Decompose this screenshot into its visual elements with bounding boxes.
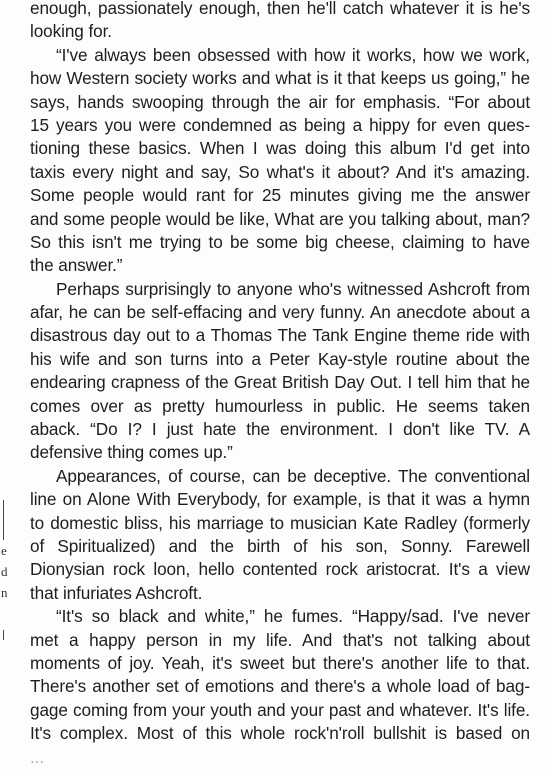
article-line: and some people would be like, What are you talking about, man? xyxy=(30,208,530,229)
gutter-rule xyxy=(3,500,4,540)
article-line: to domestic bliss, his marriage to musician Kate Radley (formerly xyxy=(30,512,530,533)
article-line: Some people would rant for 25 minutes giving me the answer xyxy=(30,185,530,206)
article-line: line on Alone With Everybody, for example, is that it was a hymn xyxy=(30,489,530,510)
article-line: of Spiritualized) and the birth of his son, Sonny. Farewell xyxy=(30,535,530,556)
article-line: defensive thing comes up.” xyxy=(30,442,233,463)
gutter-rule xyxy=(3,630,4,640)
article-line: So this isn't me trying to be some big cheese, claiming to have xyxy=(30,231,530,252)
gutter-letter: d xyxy=(1,564,8,579)
article-line: how Western society works and what is it that keeps us going,” he xyxy=(30,68,530,89)
article-line: taxis every night and say, So what's it about? And it's amazing. xyxy=(30,161,530,182)
article-line: “It's so black and white,” he fumes. “Happy/sad. I've never xyxy=(56,606,530,627)
gutter-letter: n xyxy=(1,585,8,600)
article-line: It's complex. Most of this whole rock'n'roll bullshit is based on xyxy=(30,723,530,744)
article-body-column xyxy=(30,0,530,769)
article-line: aback. “Do I? I just hate the environment. I don't like TV. A xyxy=(30,419,530,440)
article-line: endearing crapness of the Great British Day Out. I tell him that he xyxy=(30,372,530,393)
article-line: gage coming from your youth and your past and whatever. It's life. xyxy=(30,699,530,720)
article-line: tioning these basics. When I was doing this album I'd get into xyxy=(30,138,530,159)
article-line: afar, he can be self-effacing and very funny. An anecdote about a xyxy=(30,302,530,323)
article-line: the answer.” xyxy=(30,255,123,276)
article-line: There's another set of emotions and there's a whole load of bag- xyxy=(30,676,530,697)
article-line: disastrous day out to a Thomas The Tank Engine theme ride with xyxy=(30,325,530,346)
article-line-cut-off: ... xyxy=(30,746,45,767)
article-line: enough, passionately enough, then he'll catch whatever it is he's xyxy=(30,0,530,18)
article-line: says, hands swooping through the air for emphasis. “For about xyxy=(30,91,530,112)
article-line: met a happy person in my life. And that's not talking about xyxy=(30,629,530,650)
article-line: 15 years you were condemned as being a hippy for even ques- xyxy=(30,114,530,135)
left-gutter-fragments xyxy=(0,0,8,646)
article-line: moments of joy. Yeah, it's sweet but there's another life to that. xyxy=(30,652,530,673)
article-line: “I've always been obsessed with how it works, how we work, xyxy=(56,44,530,65)
article-line: Appearances, of course, can be deceptive. The conventional xyxy=(56,465,530,486)
gutter-letter: e xyxy=(1,543,7,558)
article-line: Dionysian rock loon, hello contented rock aristocrat. It's a view xyxy=(30,559,530,580)
article-line: comes over as pretty humourless in public. He seems taken xyxy=(30,395,530,416)
article-line: that infuriates Ashcroft. xyxy=(30,582,203,603)
article-line: his wife and son turns into a Peter Kay-style routine about the xyxy=(30,348,530,369)
article-line: Perhaps surprisingly to anyone who's witnessed Ashcroft from xyxy=(56,278,530,299)
article-line: looking for. xyxy=(30,21,112,42)
